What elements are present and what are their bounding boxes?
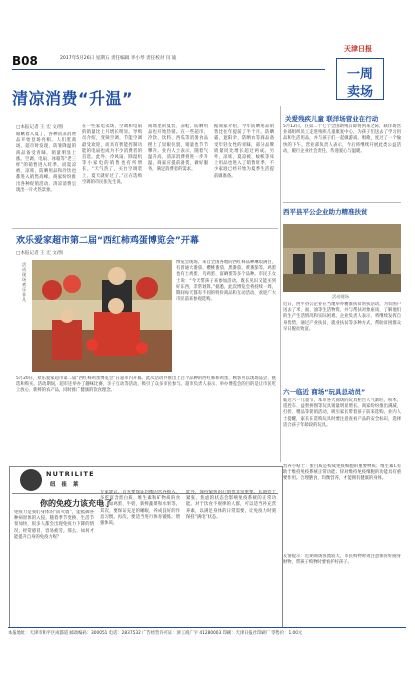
masthead-title-line2: 卖场 xyxy=(346,85,373,100)
story2-right-text: 博览会现场，来自全国各地的西红柿品种琳琅满目，有普通大番茄、樱桃番茄、黑番茄、黄番茄等，鸡蛋也有土鸡蛋、乌鸡蛋、富硒蛋等多个品种。市民王女士说：“今天带孩子来参加活动，既长见识又能买到好东西，非常划算。”据悉，此次博览会将持续一周，期间每天都有不同的特价商品和互动活动，欢迎广大市民前来参观选购。 xyxy=(176,260,276,303)
right-story2-photo xyxy=(283,224,401,292)
masthead-box xyxy=(336,58,384,100)
story1-col2: 在一些家电卖场，空调和电扇的销量比上月增长明显。导购员介绍，变频空调、节能空调最受欢迎，而具有智能控制功能的电扇也成为不少消费者的首选。此外，冷风扇、除湿机等小家电的销售也有所增长。“天气热了，买台空调装上，夏天就好过了。”正在选购空调的市民张先生说。 xyxy=(82,124,142,185)
right-story3-headline: 六一临近 商场“玩具总动员” xyxy=(283,388,366,396)
nutrilite-col2: 专家建议，首先要保证均衡的营养摄入，多吃富含蛋白质、维生素和矿物质的食物，如鸡蛋、牛奶、新鲜蔬菜和水果等。其次，要保证充足的睡眠，养成良好的作息习惯。再次，要适当进行体育锻炼，增强体质。 xyxy=(100,490,180,527)
section-masthead xyxy=(328,44,388,100)
nutrilite-col3: 此外，保持愉快的心情也非常重要。长期处于紧张、焦虑的状态会影响免疫系统的正常功能。对于饮食不规律的人群，可以适当补充营养素，以满足身体的日常需要，让免疫力时刻保持“满电”状态。 xyxy=(186,490,276,520)
page-number: B08 xyxy=(12,54,38,68)
right-story2-caption: 活动现场 xyxy=(332,294,349,299)
nutrilite-title: 你的免疫力该充电了 xyxy=(40,499,112,508)
right-bottom-text: 营养小贴士：蛋白质是构成免疫细胞的重要物质；维生素C有助于维持免疫系统正常功能；锌对维持免疫细胞的功能具有重要作用。合理膳食，均衡营养，才能拥有健康的身体。 xyxy=(283,464,401,482)
story2-caption: 活动现场欢乐非凡 xyxy=(22,262,27,302)
story1-col1: 眼瞅着入夏了，各种清凉消费品开始登场亮相。人们逛商场、超市时发现，防暑降温的商品备受青睐，销量明显上涨。空调、电扇、冰箱等“老三样”的销售进入旺季，而夏凉被、凉席、防晒用品和冷饮也都进入销售高峰。商家纷纷推出各种促销活动，清凉消费呈现出一片火热景象。 xyxy=(16,132,76,193)
divider xyxy=(12,228,278,229)
nutrilite-subbrand: 纽 崔 莱 xyxy=(50,482,81,488)
right-story3-text: 临近六一儿童节，本市各大商场的玩具柜台人气渐旺，积木、遥控车、益智拼图等玩具销量明显增长。商家纷纷推出满减、打折、赠品等促销活动，吸引家长带着孩子前来选购。业内人士提醒，家长在选购玩具时要注意查看产品的安全标识，选择适合孩子年龄段的玩具。 xyxy=(283,398,401,428)
right-story2-headline: 西平县平公企业助力精准扶贫 xyxy=(283,208,368,216)
story1-col4: 据商家介绍，今年防晒用品销售比往年提前了半个月。防晒霜、遮阳伞、防晒衣等商品备受年轻女性的青睐，部分品牌销量同比增长超过两成。另外，凉席、夏凉被、蚊帐等床上用品也进入了销售旺季，不少家庭已经开始为夏季生活提前做准备。 xyxy=(214,124,274,179)
right-story1-text: 5月12日，在第二十七个全国助残日即将到来之际，联洋场营业部组织员工走进残疾儿童康复中心，为孩子们送去了学习用品和生活用品，并与孩子们一起做游戏、唱歌，度过了一个愉快的下午。营业部负责人表示，今后将继续开展此类公益活动，履行企业社会责任，传递爱心与温暖。 xyxy=(283,124,401,154)
right-tip-box: 友情提示：近期商场客流较大，市民购物时请注意保管好随身财物，带孩子购物时要看护好孩子。 xyxy=(283,554,401,566)
story2-byline: □本报记者 王 宏 文/图 xyxy=(16,251,64,256)
story2-photo xyxy=(32,260,172,372)
story1-byline: □本报记者 王 宏 文/图 xyxy=(16,125,64,130)
nutrilite-brand: NUTRILITE xyxy=(46,470,95,478)
story2-headline: 欢乐爱家超市第二届“西红柿鸡蛋博览会”开幕 xyxy=(16,236,199,246)
story2-text: 5月20日，欢乐爱家超市第二届“西红柿鸡蛋博览会”在超市内开幕。此次活动共推出上百个品种的西红柿和鸡蛋，顾客可以现场品尝、挑选和购买。活动期间，超市还举办了趣味比赛、亲子互动等活动，吸引了众多市民参与。超市负责人表示，举办博览会的目的是让市民吃上放心、新鲜的农产品，同时推广健康的饮食理念。 xyxy=(16,376,276,394)
column-divider xyxy=(280,106,281,462)
masthead-logo: 天津日报 xyxy=(344,44,372,53)
right-story2-text: 近日，西平县公企业在当地举办精准扶贫帮扶活动，为贫困户送去了米、面、油等生活物资，并与帮扶对象座谈，了解他们的生产生活情况和实际困难。企业负责人表示，将继续发挥自身优势，通过产业扶贫、就业扶贫等多种方式，帮助贫困群众早日脱贫致富。 xyxy=(283,302,401,332)
right-story1-headline: 关爱残疾儿童 联洋场营业在行动 xyxy=(285,115,379,123)
divider xyxy=(283,202,401,203)
masthead-title-line1: 一周 xyxy=(346,67,373,82)
nutrilite-col1: 免疫力是我们身体的“防火墙”，能抵御各种病原体的入侵。随着季节变换、生活节奏加快，很多人都会出现免疫力下降的情况，经常感冒、容易疲劳。那么，如何才能提升自身的免疫力呢？ xyxy=(14,510,94,540)
nutrilite-logo-icon xyxy=(20,469,42,491)
story1-col3: 商场里的夏装、凉鞋、防晒用品也开始热销。在一些超市，冷饮、饮料、西瓜等消暑食品摆上了显眼位置，销量也节节攀升。业内人士表示，随着气温升高，清凉消费将进一步升温，商家应提前备货，做好服务，满足消费者的需求。 xyxy=(148,124,208,173)
page-footer: 本报地址：天津市和平区成都道 邮政编码：300051 电话：2837532 广告经营许可证：津工商广字 41280003 印刷：天津日报社印刷厂 零售价：1.00元 xyxy=(8,627,406,639)
header-rule xyxy=(12,69,325,70)
header-info: 2017年5月26日 星期五 责任编辑 李小琴 责任校对 闫 迪 xyxy=(60,56,177,61)
story1-headline: 清凉消费“升温” xyxy=(12,89,134,108)
